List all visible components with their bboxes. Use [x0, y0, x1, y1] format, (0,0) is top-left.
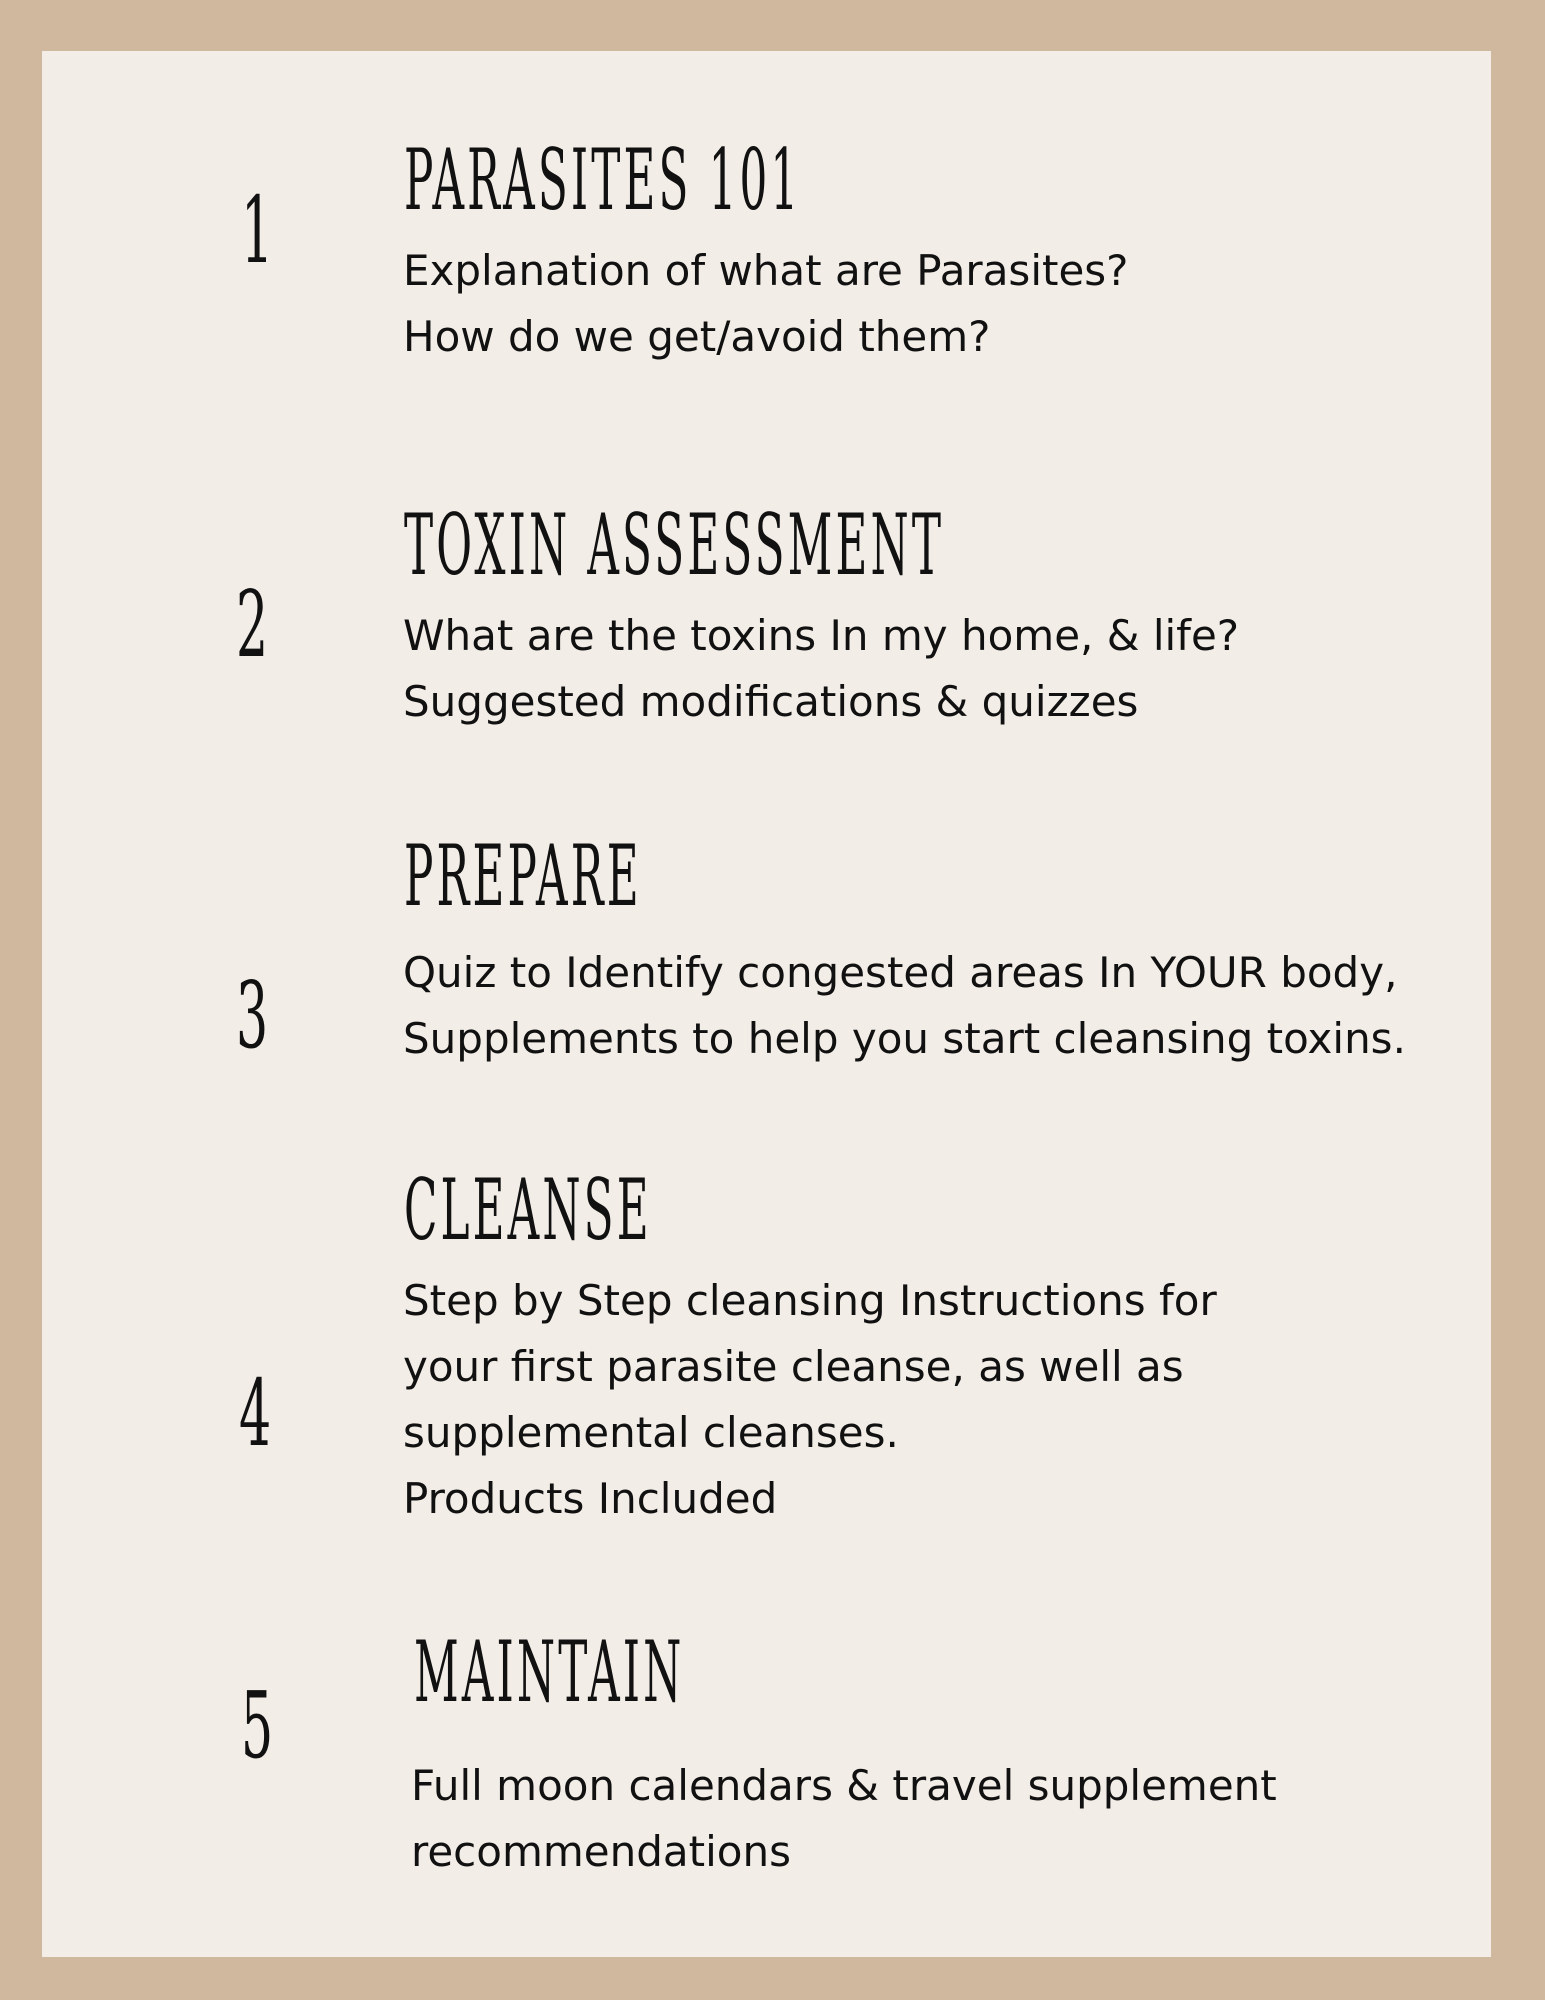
step-4-title: CLEANSE	[404, 1161, 652, 1259]
step-1-line-2: How do we get/avoid them?	[403, 312, 991, 361]
step-1-line-1: Explanation of what are Parasites?	[403, 246, 1129, 295]
step-2-line-2: Suggested modifications & quizzes	[403, 677, 1139, 726]
step-3-description	[403, 940, 1406, 1072]
step-1-number: 1	[241, 177, 274, 284]
step-4-line-4: Products Included	[403, 1474, 778, 1523]
step-2-line-1: What are the toxins In my home, & life?	[403, 611, 1240, 660]
step-5-line-1: Full moon calendars & travel supplement	[411, 1761, 1277, 1810]
step-4-number: 4	[239, 1360, 272, 1467]
step-3-line-1: Quiz to Identify congested areas In YOUR body,	[403, 948, 1398, 997]
step-4-line-2: your first parasite cleanse, as well as	[403, 1342, 1184, 1391]
step-1-description	[403, 238, 1128, 370]
step-5-line-2: recommendations	[411, 1827, 791, 1876]
step-5-number: 5	[241, 1672, 274, 1779]
step-3-number: 3	[236, 962, 269, 1069]
step-5-description	[411, 1753, 1277, 1885]
step-2-title: TOXIN ASSESSMENT	[404, 496, 945, 594]
step-3-title: PREPARE	[404, 827, 642, 925]
step-4-line-3: supplemental cleanses.	[403, 1408, 899, 1457]
step-2-description	[403, 603, 1239, 735]
step-4-description	[403, 1268, 1217, 1532]
step-3-line-2: Supplements to help you start cleansing toxins.	[403, 1014, 1406, 1063]
step-4-line-1: Step by Step cleansing Instructions for	[403, 1276, 1217, 1325]
step-1-title: PARASITES 101	[404, 131, 802, 229]
step-2-number: 2	[236, 571, 269, 678]
step-5-title: MAINTAIN	[414, 1623, 685, 1721]
